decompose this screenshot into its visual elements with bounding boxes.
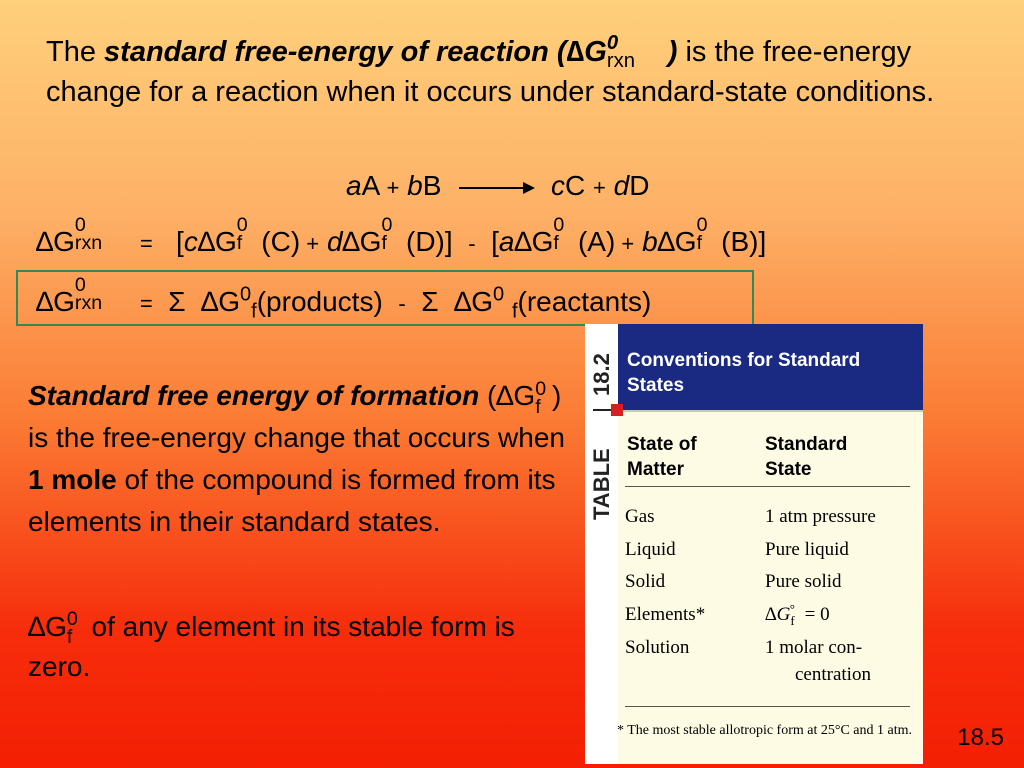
generic-reaction — [346, 170, 649, 202]
table-footnote: * The most stable allotropic form at 25°C and 1 atm. — [617, 723, 913, 738]
intro-close: ) — [667, 36, 678, 68]
species-D: D — [629, 170, 650, 201]
formation-sub: f — [535, 395, 541, 418]
formation-scripts — [535, 377, 552, 418]
col-header-standard: Standard State — [765, 434, 848, 480]
coef-d: d — [613, 170, 630, 201]
term-sup: 0 — [493, 283, 505, 306]
row-standard: 1 atm pressure — [765, 506, 876, 527]
coef-d: d — [326, 226, 343, 257]
one-mole: 1 mole — [28, 464, 117, 495]
term-sub: f — [696, 231, 703, 254]
row-standard-sup: ° — [789, 601, 795, 616]
term-scripts — [236, 214, 254, 254]
formation-sup: 0 — [535, 378, 547, 401]
term-sup: 0 — [553, 214, 565, 237]
species-label: (D) — [398, 226, 445, 257]
intro-term-text: standard free-energy of reaction ( — [104, 36, 567, 68]
sigma-symbol: Σ — [168, 286, 186, 317]
table-number-text: 18.2 — [589, 353, 614, 396]
term-sub: f — [236, 231, 243, 254]
species-B: B — [422, 170, 442, 201]
expanded-equation — [36, 214, 767, 258]
minus-sign: - — [398, 291, 406, 316]
row-standard: Pure liquid — [765, 539, 849, 560]
term-sub: f — [251, 300, 257, 323]
row-state: Gas — [625, 506, 655, 527]
plus-sign: + — [300, 231, 320, 256]
formation-tail: of the compound is formed from its elements in their standard states. — [28, 464, 556, 537]
row-state: Solution — [625, 637, 690, 658]
bracket-close: ] — [444, 226, 453, 257]
sigma-symbol: Σ — [421, 286, 439, 317]
term-scripts — [381, 214, 398, 254]
lhs-sub: rxn — [74, 291, 103, 314]
bracket-close: ] — [758, 226, 767, 257]
formation-open: ( — [479, 380, 497, 411]
col-header-state: State of Matter — [627, 434, 697, 480]
plus-sign: + — [592, 175, 606, 200]
zero-scripts — [66, 608, 84, 648]
delta-g-term: ∆G — [342, 226, 382, 257]
row-standard — [765, 601, 830, 628]
delta-g-term: ∆G — [514, 226, 554, 257]
row-standard-line1: 1 molar con- — [765, 637, 863, 658]
coef-a: a — [498, 226, 515, 257]
minus-sign: - — [468, 231, 476, 256]
coef-a: a — [346, 170, 362, 201]
intro-sub: rxn — [606, 50, 636, 73]
species-label: (A) — [570, 226, 616, 257]
term-sub: f — [553, 231, 559, 254]
lhs-delta-g: ∆G — [36, 226, 75, 257]
equals-sign: = — [133, 231, 153, 256]
reactants-label: (reactants) — [517, 286, 652, 317]
intro-delta-g: ∆G — [566, 36, 607, 68]
footer-rule — [625, 706, 910, 707]
summation-equation — [36, 274, 652, 323]
lhs-scripts — [74, 214, 134, 254]
intro-scripts — [606, 31, 668, 73]
lhs-sub: rxn — [74, 231, 103, 254]
table-marker — [611, 404, 623, 416]
intro-paragraph — [46, 32, 986, 112]
intro-tail: is the free-energy change for a reaction when it occurs under standard-state conditions. — [46, 36, 935, 108]
formation-term: Standard free energy of formation — [28, 380, 480, 411]
term-scripts — [696, 214, 714, 254]
formation-definition — [28, 375, 568, 543]
coef-c: c — [550, 170, 565, 201]
row-standard: Pure solid — [765, 571, 842, 592]
lhs-sup: 0 — [74, 214, 86, 237]
row-standard-sub: f — [790, 613, 795, 628]
plus-sign: + — [615, 231, 635, 256]
delta-g-term: ∆G — [454, 286, 494, 317]
bracket-open: [ — [491, 226, 499, 257]
table-title: Conventions for Standard States — [627, 350, 861, 396]
formation-delta-g: ∆G — [496, 380, 536, 411]
row-standard-line2: centration — [795, 664, 871, 685]
row-state: Solid — [625, 571, 666, 592]
coef-b: b — [642, 226, 658, 257]
zero-text: of any element in its stable form is zero. — [28, 611, 515, 682]
delta-g-term: ∆G — [197, 226, 237, 257]
coef-c: c — [183, 226, 198, 257]
page-number: 18.5 — [957, 724, 1004, 751]
term-sup: 0 — [240, 283, 252, 306]
term-sup: 0 — [236, 214, 248, 237]
row-state: Elements* — [625, 604, 706, 625]
row-state: Liquid — [625, 539, 676, 560]
term-sub: f — [511, 300, 518, 323]
products-label: (products) — [256, 286, 383, 317]
lhs-scripts — [74, 274, 134, 314]
zero-delta-g: ∆G — [28, 611, 67, 642]
coef-b: b — [407, 170, 423, 201]
formation-mid: ) is the free-energy change that occurs when — [28, 380, 565, 453]
species-label: (C) — [253, 226, 301, 257]
species-label: (B) — [713, 226, 759, 257]
term-sub: f — [381, 231, 387, 254]
bracket-open: [ — [176, 226, 184, 257]
intro-term — [104, 31, 678, 73]
table-label-text: TABLE — [589, 448, 614, 520]
intro-lead: The — [46, 36, 105, 68]
zero-statement — [28, 607, 548, 687]
intro-sup: 0 — [606, 31, 619, 54]
row-standard-main: ∆G — [765, 604, 791, 625]
delta-g-term: ∆G — [657, 226, 697, 257]
plus-sign: + — [386, 175, 400, 200]
header-rule — [625, 486, 910, 487]
term-scripts — [553, 214, 570, 254]
species-C: C — [564, 170, 586, 201]
zero-sup: 0 — [66, 608, 78, 631]
delta-g-term: ∆G — [201, 286, 241, 317]
species-A: A — [361, 170, 379, 201]
equals-sign: = — [133, 291, 153, 316]
table-vertical-label — [585, 324, 618, 534]
lhs-delta-g: ∆G — [36, 286, 75, 317]
zero-sub: f — [66, 625, 73, 648]
table-18-2 — [585, 324, 923, 764]
term-sup: 0 — [696, 214, 708, 237]
lhs-sup: 0 — [74, 274, 86, 297]
reaction-arrow — [459, 187, 533, 189]
row-standard-rest: = 0 — [799, 604, 830, 625]
term-sup: 0 — [381, 214, 393, 237]
